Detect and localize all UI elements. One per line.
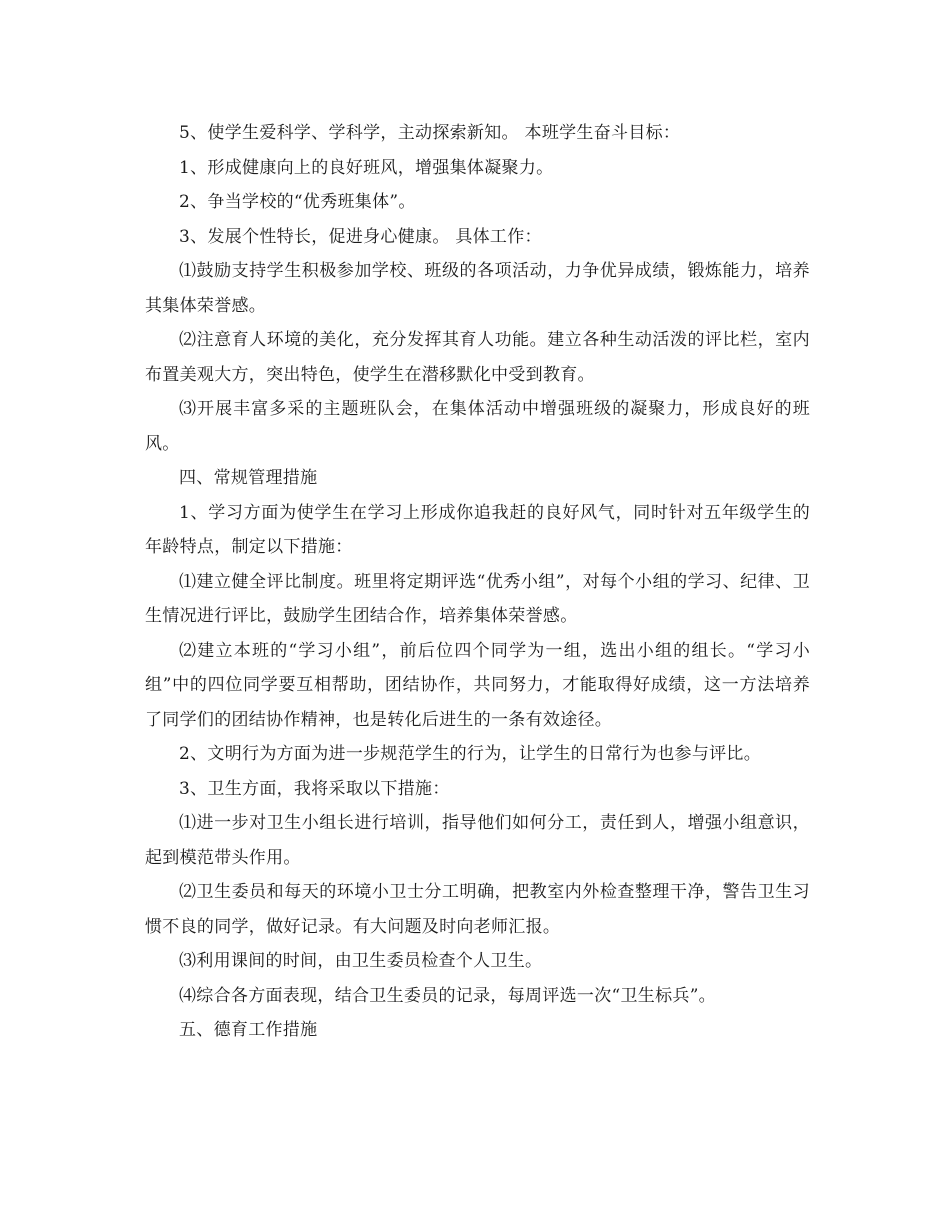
- paragraph: 5、使学生爱科学、学科学，主动探索新知。 本班学生奋斗目标：: [179, 123, 681, 143]
- paragraph: 1、学习方面为使学生在学习上形成你追我赶的良好风气，同时针对五年级学生的年龄特点，制定以下措施：: [145, 502, 810, 557]
- paragraph: ⑷综合各方面表现，结合卫生委员的记录，每周评选一次“卫生标兵”。: [179, 985, 716, 1006]
- paragraph: 3、卫生方面，我将采取以下措施：: [179, 778, 450, 799]
- paragraph: ⑴进一步对卫生小组长进行培训，指导他们如何分工，责任到人，增强小组意识，起到模范带头作用。: [145, 813, 810, 868]
- paragraph: 1、形成健康向上的良好班风，增强集体凝聚力。: [179, 157, 554, 178]
- paragraph: ⑶利用课间的时间，由卫生委员检查个人卫生。: [179, 951, 543, 971]
- paragraph: ⑴鼓励支持学生积极参加学校、班级的各项活动，力争优异成绩，锻炼能力，培养其集体荣誉感。: [145, 261, 810, 316]
- paragraph: 3、发展个性特长，促进身心健康。 具体工作：: [179, 226, 542, 247]
- document-body: [145, 116, 810, 1048]
- paragraph: 2、文明行为方面为进一步规范学生的行为，让学生的日常行为也参与评比。: [179, 744, 762, 764]
- paragraph: ⑴建立健全评比制度。班里将定期评选“优秀小组”，对每个小组的学习、纪律、卫生情况进行评比，鼓励学生团结合作，培养集体荣誉感。: [145, 571, 810, 626]
- paragraph: ⑵卫生委员和每天的环境小卫士分工明确，把教室内外检查整理干净，警告卫生习惯不良的同学，做好记录。有大问题及时向老师汇报。: [145, 882, 810, 937]
- paragraph: ⑵注意育人环境的美化，充分发挥其育人功能。建立各种生动活泼的评比栏，室内布置美观大方，突出特色，使学生在潜移默化中受到教育。: [145, 330, 810, 385]
- section-heading: 四、常规管理措施: [179, 468, 318, 488]
- paragraph: ⑵建立本班的“学习小组”，前后位四个同学为一组，选出小组的组长。“学习小组”中的四位同学要互相帮助，团结协作，共同努力，才能取得好成绩，这一方法培养了同学们的团结协作精神，也是转化后进生的一条有效途径。: [145, 640, 810, 730]
- section-heading: 五、德育工作措施: [179, 1020, 318, 1040]
- paragraph: ⑶开展丰富多采的主题班队会，在集体活动中增强班级的凝聚力，形成良好的班风。: [145, 399, 810, 454]
- paragraph: 2、争当学校的“优秀班集体”。: [179, 192, 416, 212]
